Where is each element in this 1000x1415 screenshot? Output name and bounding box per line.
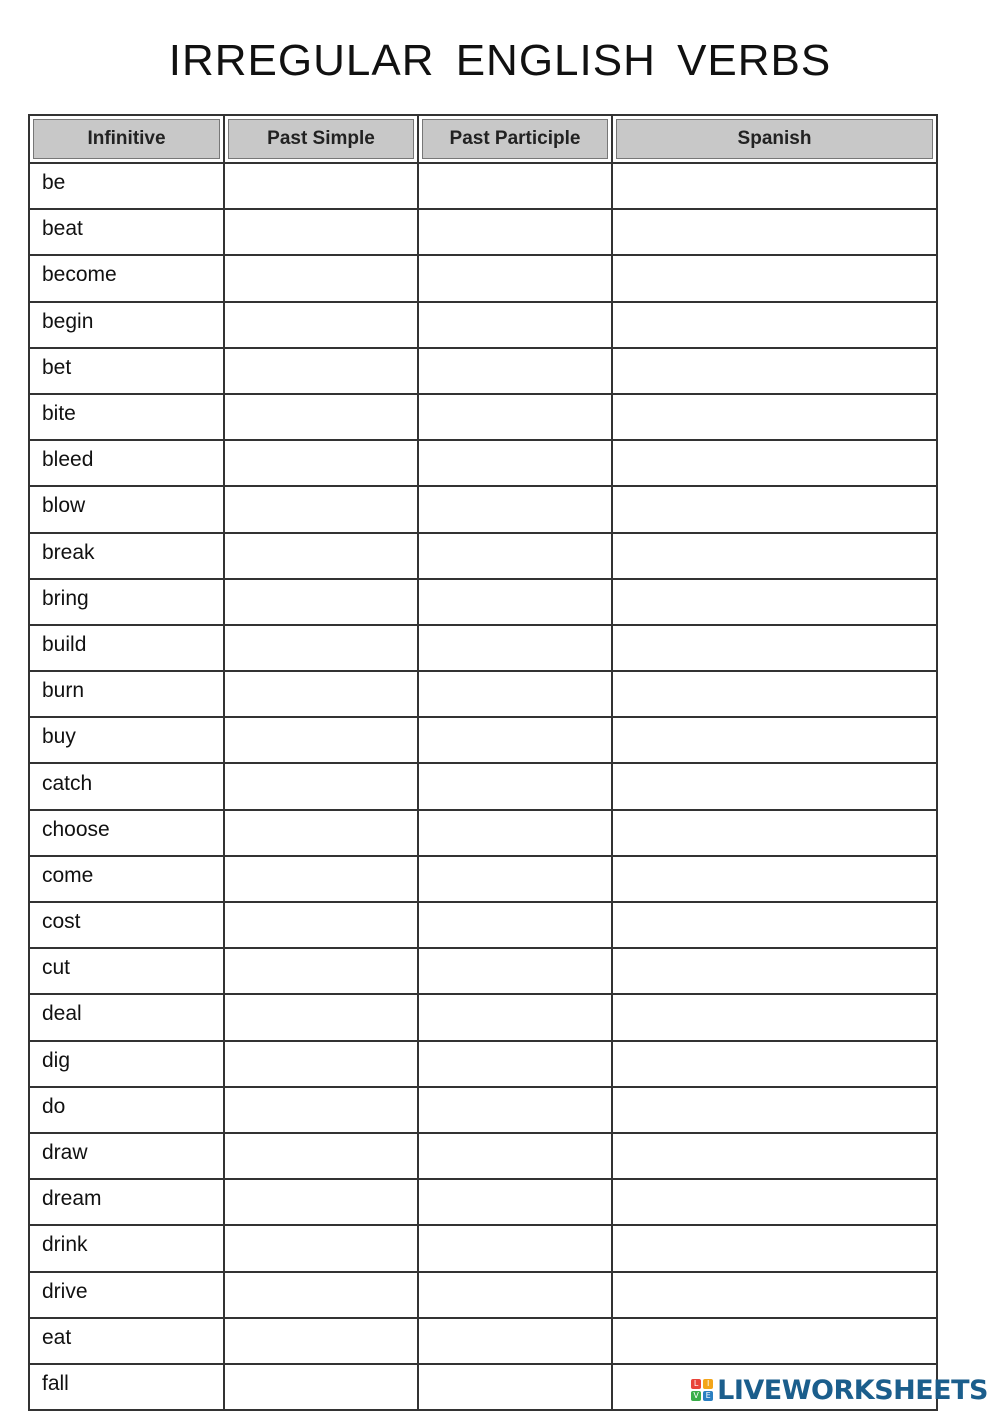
past-participle-cell[interactable] bbox=[418, 671, 612, 717]
past-simple-cell[interactable] bbox=[224, 994, 418, 1040]
past-simple-cell[interactable] bbox=[224, 1041, 418, 1087]
table-row bbox=[29, 1041, 937, 1087]
past-participle-cell[interactable] bbox=[418, 394, 612, 440]
past-participle-cell[interactable] bbox=[418, 1364, 612, 1410]
infinitive-cell: be bbox=[29, 163, 224, 209]
spanish-cell[interactable] bbox=[612, 856, 937, 902]
past-simple-cell[interactable] bbox=[224, 1364, 418, 1410]
past-simple-cell[interactable] bbox=[224, 533, 418, 579]
spanish-cell[interactable] bbox=[612, 1272, 937, 1318]
spanish-cell[interactable] bbox=[612, 209, 937, 255]
infinitive-cell: cut bbox=[29, 948, 224, 994]
past-simple-cell[interactable] bbox=[224, 810, 418, 856]
past-participle-cell[interactable] bbox=[418, 948, 612, 994]
infinitive-cell: bite bbox=[29, 394, 224, 440]
table-row bbox=[29, 209, 937, 255]
past-simple-cell[interactable] bbox=[224, 209, 418, 255]
past-simple-cell[interactable] bbox=[224, 440, 418, 486]
table-row bbox=[29, 533, 937, 579]
infinitive-cell: build bbox=[29, 625, 224, 671]
infinitive-cell: blow bbox=[29, 486, 224, 532]
table-row bbox=[29, 1272, 937, 1318]
spanish-cell[interactable] bbox=[612, 1133, 937, 1179]
past-simple-cell[interactable] bbox=[224, 1179, 418, 1225]
past-participle-cell[interactable] bbox=[418, 209, 612, 255]
table-row bbox=[29, 948, 937, 994]
spanish-cell[interactable] bbox=[612, 902, 937, 948]
past-simple-cell[interactable] bbox=[224, 302, 418, 348]
past-simple-cell[interactable] bbox=[224, 948, 418, 994]
past-simple-cell[interactable] bbox=[224, 1225, 418, 1271]
spanish-cell[interactable] bbox=[612, 763, 937, 809]
past-simple-cell[interactable] bbox=[224, 1272, 418, 1318]
infinitive-cell: come bbox=[29, 856, 224, 902]
infinitive-cell: dig bbox=[29, 1041, 224, 1087]
past-simple-cell[interactable] bbox=[224, 579, 418, 625]
table-row bbox=[29, 994, 937, 1040]
past-simple-cell[interactable] bbox=[224, 255, 418, 301]
table-row bbox=[29, 1318, 937, 1364]
logo-text: LIVEWORKSHEETS bbox=[717, 1374, 988, 1406]
past-simple-cell[interactable] bbox=[224, 763, 418, 809]
past-participle-cell[interactable] bbox=[418, 625, 612, 671]
logo-mark-square: I bbox=[703, 1379, 713, 1389]
header-spanish: Spanish bbox=[612, 115, 937, 163]
header-past-simple: Past Simple bbox=[224, 115, 418, 163]
spanish-cell[interactable] bbox=[612, 671, 937, 717]
logo-mark-square: V bbox=[691, 1391, 701, 1401]
table-row bbox=[29, 856, 937, 902]
past-participle-cell[interactable] bbox=[418, 302, 612, 348]
past-participle-cell[interactable] bbox=[418, 856, 612, 902]
spanish-cell[interactable] bbox=[612, 717, 937, 763]
table-row bbox=[29, 902, 937, 948]
spanish-cell[interactable] bbox=[612, 533, 937, 579]
infinitive-cell: burn bbox=[29, 671, 224, 717]
table-row bbox=[29, 394, 937, 440]
spanish-cell[interactable] bbox=[612, 486, 937, 532]
table-row bbox=[29, 255, 937, 301]
infinitive-cell: buy bbox=[29, 717, 224, 763]
past-simple-cell[interactable] bbox=[224, 902, 418, 948]
verbs-table bbox=[28, 114, 938, 1411]
spanish-cell[interactable] bbox=[612, 948, 937, 994]
table-row bbox=[29, 810, 937, 856]
infinitive-cell: bet bbox=[29, 348, 224, 394]
infinitive-cell: begin bbox=[29, 302, 224, 348]
infinitive-cell: drive bbox=[29, 1272, 224, 1318]
past-participle-cell[interactable] bbox=[418, 440, 612, 486]
past-simple-cell[interactable] bbox=[224, 1087, 418, 1133]
table-row bbox=[29, 625, 937, 671]
table-row bbox=[29, 1225, 937, 1271]
spanish-cell[interactable] bbox=[612, 1318, 937, 1364]
past-simple-cell[interactable] bbox=[224, 486, 418, 532]
header-past-participle: Past Participle bbox=[418, 115, 612, 163]
infinitive-cell: fall bbox=[29, 1364, 224, 1410]
infinitive-cell: become bbox=[29, 255, 224, 301]
past-participle-cell[interactable] bbox=[418, 810, 612, 856]
past-participle-cell[interactable] bbox=[418, 348, 612, 394]
table-row bbox=[29, 1179, 937, 1225]
infinitive-cell: eat bbox=[29, 1318, 224, 1364]
table-row bbox=[29, 486, 937, 532]
infinitive-cell: choose bbox=[29, 810, 224, 856]
table-header bbox=[29, 115, 937, 163]
logo-mark-square: E bbox=[703, 1391, 713, 1401]
past-participle-cell[interactable] bbox=[418, 255, 612, 301]
spanish-cell[interactable] bbox=[612, 1087, 937, 1133]
infinitive-cell: cost bbox=[29, 902, 224, 948]
past-simple-cell[interactable] bbox=[224, 163, 418, 209]
past-participle-cell[interactable] bbox=[418, 163, 612, 209]
infinitive-cell: bring bbox=[29, 579, 224, 625]
spanish-cell[interactable] bbox=[612, 163, 937, 209]
past-participle-cell[interactable] bbox=[418, 994, 612, 1040]
past-participle-cell[interactable] bbox=[418, 717, 612, 763]
infinitive-cell: draw bbox=[29, 1133, 224, 1179]
past-participle-cell[interactable] bbox=[418, 1041, 612, 1087]
spanish-cell[interactable] bbox=[612, 348, 937, 394]
past-simple-cell[interactable] bbox=[224, 717, 418, 763]
past-simple-cell[interactable] bbox=[224, 1133, 418, 1179]
past-participle-cell[interactable] bbox=[418, 1318, 612, 1364]
liveworksheets-logo-icon bbox=[691, 1379, 713, 1401]
table-row bbox=[29, 302, 937, 348]
past-participle-cell[interactable] bbox=[418, 486, 612, 532]
infinitive-cell: catch bbox=[29, 763, 224, 809]
infinitive-cell: bleed bbox=[29, 440, 224, 486]
past-participle-cell[interactable] bbox=[418, 1179, 612, 1225]
spanish-cell[interactable] bbox=[612, 994, 937, 1040]
past-participle-cell[interactable] bbox=[418, 533, 612, 579]
infinitive-cell: dream bbox=[29, 1179, 224, 1225]
infinitive-cell: drink bbox=[29, 1225, 224, 1271]
table-row bbox=[29, 348, 937, 394]
past-simple-cell[interactable] bbox=[224, 1318, 418, 1364]
infinitive-cell: do bbox=[29, 1087, 224, 1133]
header-infinitive: Infinitive bbox=[29, 115, 224, 163]
past-participle-cell[interactable] bbox=[418, 1133, 612, 1179]
table-row bbox=[29, 163, 937, 209]
past-participle-cell[interactable] bbox=[418, 579, 612, 625]
past-participle-cell[interactable] bbox=[418, 763, 612, 809]
past-simple-cell[interactable] bbox=[224, 348, 418, 394]
table-row bbox=[29, 763, 937, 809]
past-participle-cell[interactable] bbox=[418, 1225, 612, 1271]
past-simple-cell[interactable] bbox=[224, 394, 418, 440]
liveworksheets-logo bbox=[691, 1373, 988, 1407]
past-participle-cell[interactable] bbox=[418, 1272, 612, 1318]
table-row bbox=[29, 579, 937, 625]
past-participle-cell[interactable] bbox=[418, 902, 612, 948]
spanish-cell[interactable] bbox=[612, 579, 937, 625]
spanish-cell[interactable] bbox=[612, 810, 937, 856]
past-participle-cell[interactable] bbox=[418, 1087, 612, 1133]
logo-mark-square: L bbox=[691, 1379, 701, 1389]
past-simple-cell[interactable] bbox=[224, 671, 418, 717]
past-simple-cell[interactable] bbox=[224, 625, 418, 671]
table-body bbox=[29, 163, 937, 1410]
table-row bbox=[29, 717, 937, 763]
table-row bbox=[29, 1133, 937, 1179]
infinitive-cell: deal bbox=[29, 994, 224, 1040]
spanish-cell[interactable] bbox=[612, 625, 937, 671]
spanish-cell[interactable] bbox=[612, 440, 937, 486]
past-simple-cell[interactable] bbox=[224, 856, 418, 902]
spanish-cell[interactable] bbox=[612, 1179, 937, 1225]
table-row bbox=[29, 440, 937, 486]
spanish-cell[interactable] bbox=[612, 1041, 937, 1087]
table-row bbox=[29, 1087, 937, 1133]
worksheet-title: IRREGULAR ENGLISH VERBS bbox=[168, 36, 832, 85]
spanish-cell[interactable] bbox=[612, 255, 937, 301]
infinitive-cell: break bbox=[29, 533, 224, 579]
infinitive-cell: beat bbox=[29, 209, 224, 255]
spanish-cell[interactable] bbox=[612, 394, 937, 440]
spanish-cell[interactable] bbox=[612, 302, 937, 348]
table-row bbox=[29, 671, 937, 717]
spanish-cell[interactable] bbox=[612, 1225, 937, 1271]
